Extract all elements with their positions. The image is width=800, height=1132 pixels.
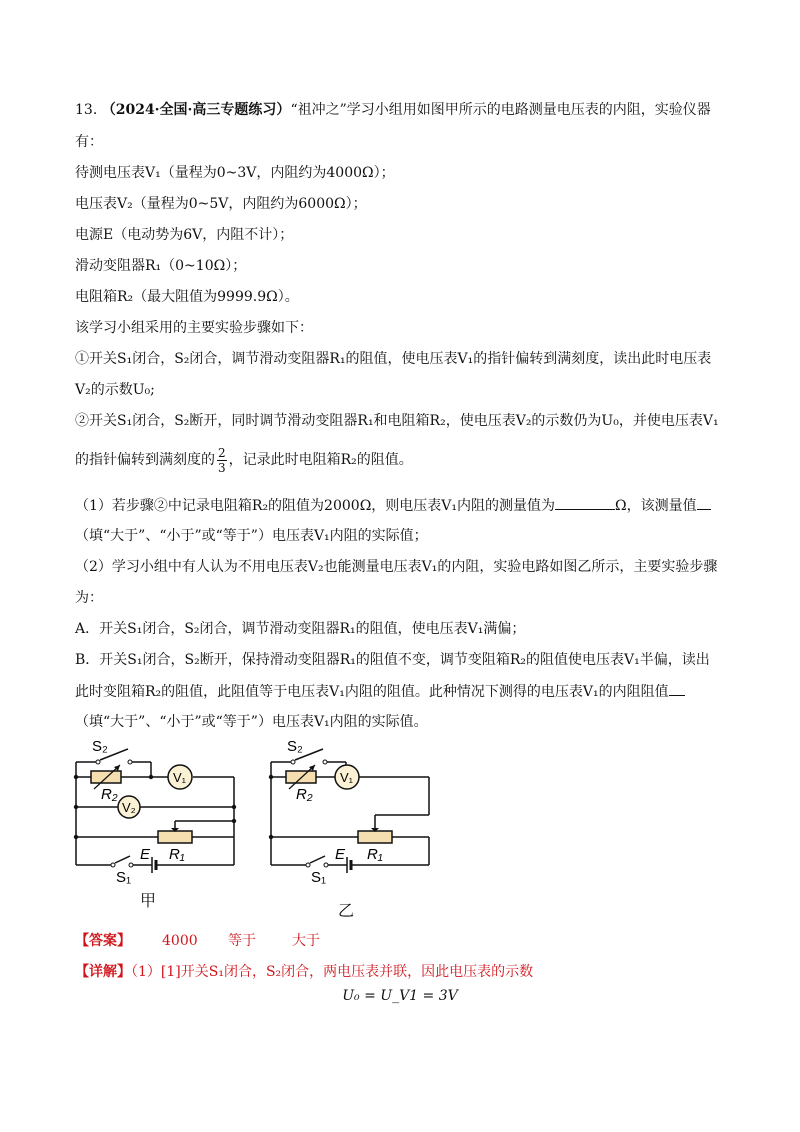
step-b-end: （填“大于”、“小于”或“等于”）电压表V₁内阻的实际值。 — [75, 714, 428, 730]
figure-caption-jia: 甲 — [140, 891, 157, 910]
instrument-r1: 滑动变阻器R₁（0~10Ω）； — [75, 258, 247, 274]
step-1-cont: V₂的示数U₀; — [75, 382, 155, 398]
label-s1-yi: S₁ — [311, 869, 327, 885]
step-2: ②开关S₁闭合，S₂断开，同时调节滑动变阻器R₁和电阻箱R₂，使电压表V₂的示数仍为U₀，并使电压表V₁ — [75, 413, 719, 429]
label-r2-yi: R₂ — [296, 786, 313, 803]
answer-line — [75, 931, 320, 951]
detail-line — [75, 962, 533, 982]
fraction-denominator: 3 — [218, 460, 226, 475]
label-e: E — [140, 846, 151, 863]
question-source: （2024·全国·高三专题练习） — [101, 102, 291, 118]
step-a: A．开关S₁闭合，S₂闭合，调节滑动变阻器R₁的阻值，使电压表V₁满偏； — [75, 621, 526, 637]
fraction-numerator: 2 — [218, 445, 226, 460]
question-intro: “祖冲之”学习小组用如图甲所示的电路测量电压表的内阻，实验仪器 — [290, 102, 711, 118]
label-s2-yi: S₂ — [287, 738, 303, 755]
circuit-diagram-jia — [68, 735, 253, 885]
answer-value-1: 4000 — [162, 933, 198, 949]
question-2-cont: 为： — [75, 590, 103, 606]
figure-caption-yi: 乙 — [338, 901, 355, 920]
question-number: 13. — [75, 102, 98, 118]
answer-blank-1[interactable] — [555, 495, 615, 510]
step-2-cont — [75, 440, 413, 480]
label-e-yi: E — [335, 846, 346, 863]
label-v1-yi: V₁ — [340, 770, 354, 785]
circuit-diagram-yi — [263, 735, 448, 885]
step-b-text: 此时变阻箱R₂的阻值，此阻值等于电压表V₁内阻的阻值。此种情况下测得的电压表V₁的内阻阻值 — [75, 684, 669, 700]
answer-value-3: 大于 — [292, 933, 320, 949]
rheostat-r1-icon-yi — [358, 831, 392, 843]
answer-value-2: 等于 — [228, 933, 256, 949]
question-1-text-mid: Ω，该测量值 — [615, 498, 697, 514]
label-s2: S₂ — [92, 738, 108, 755]
label-r2: R₂ — [101, 786, 118, 803]
instrument-v2: 电压表V₂（量程为0~5V，内阻约为6000Ω）； — [75, 196, 367, 212]
steps-intro: 该学习小组采用的主要实验步骤如下： — [75, 320, 313, 336]
question-1 — [75, 495, 711, 516]
rheostat-r1-icon — [158, 831, 192, 843]
instrument-v1: 待测电压表V₁（量程为0~3V，内阻约为4000Ω）； — [75, 165, 395, 181]
detail-equation: U₀ = U_V1 = 3V — [342, 988, 458, 1004]
resistor-box-r2-icon-yi — [286, 771, 316, 783]
answer-label: 【答案】 — [75, 933, 131, 949]
step-1: ①开关S₁闭合，S₂闭合，调节滑动变阻器R₁的阻值，使电压表V₁的指针偏转到满刻度，读出此时电压表 — [75, 351, 712, 367]
question-header — [75, 100, 711, 120]
question-1-cont: （填“大于”、“小于”或“等于”）电压表V₁内阻的实际值； — [75, 528, 428, 544]
step-b-cont — [75, 681, 685, 702]
label-s1: S₁ — [116, 869, 132, 885]
question-intro-cont: 有： — [75, 134, 103, 150]
detail-label: 【详解】 — [75, 964, 131, 980]
label-v2: V₂ — [122, 800, 136, 815]
answer-blank-2[interactable] — [697, 495, 711, 510]
resistor-box-r2-icon — [91, 771, 121, 783]
label-r1-yi: R₁ — [367, 846, 383, 863]
label-v1: V₁ — [173, 770, 187, 785]
instrument-source: 电源E（电动势为6V，内阻不计）； — [75, 227, 294, 243]
instrument-r2: 电阻箱R₂（最大阻值为9999.9Ω）。 — [75, 289, 299, 305]
question-2: （2）学习小组中有人认为不用电压表V₂也能测量电压表V₁的内阻，实验电路如图乙所示，主要实验步骤 — [75, 559, 718, 575]
label-r1: R₁ — [169, 846, 185, 863]
step-b: B．开关S₁闭合，S₂断开，保持滑动变阻器R₁的阻值不变，调节变阻箱R₂的阻值使电压表V₁半偏，读出 — [75, 652, 710, 668]
detail-text: （1）[1]开关S₁闭合，S₂闭合，两电压表并联，因此电压表的示数 — [131, 964, 534, 980]
step-2-post: ，记录此时电阻箱R₂的阻值。 — [228, 452, 413, 468]
step-2-pre: 的指针偏转到满刻度的 — [75, 452, 215, 468]
answer-blank-3[interactable] — [669, 681, 685, 696]
fraction-two-thirds — [217, 446, 227, 475]
question-1-text: （1）若步骤②中记录电阻箱R₂的阻值为2000Ω，则电压表V₁内阻的测量值为 — [75, 498, 556, 514]
